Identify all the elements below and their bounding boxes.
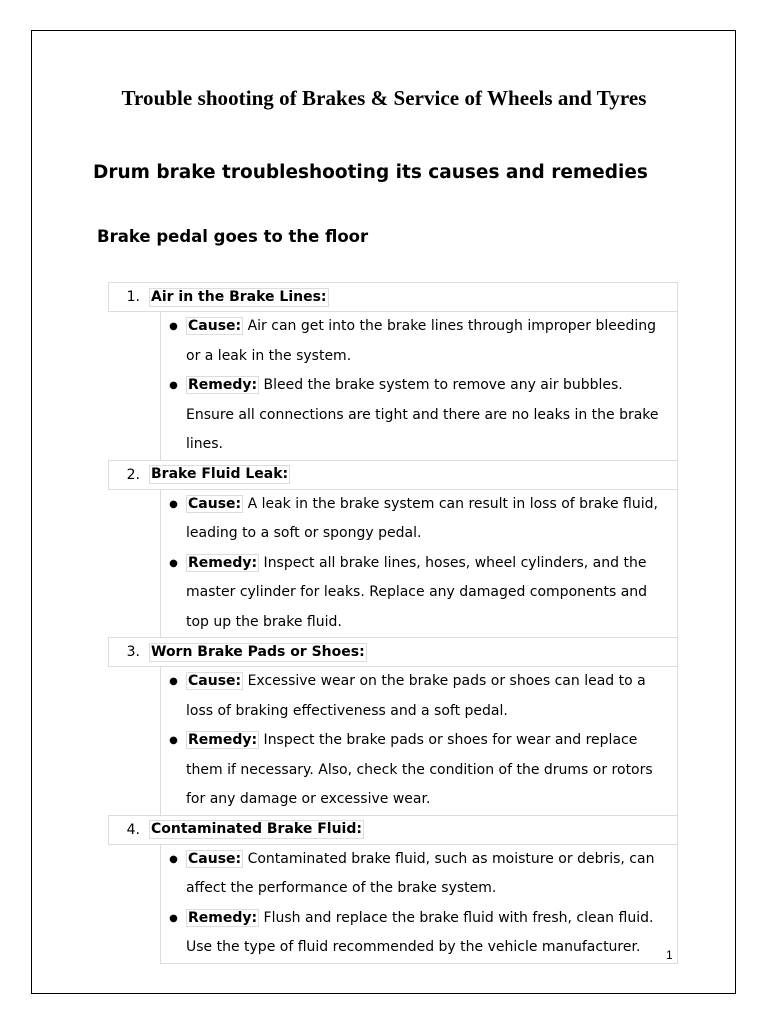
item-heading xyxy=(149,820,364,839)
cause-label: Cause: xyxy=(188,673,242,689)
cause-text: Excessive wear on the brake pads or shoes can lead to a loss of braking effectiveness and a soft pedal. xyxy=(186,673,646,719)
bullet-dot-icon: ● xyxy=(169,912,178,924)
bullet-dot-icon: ● xyxy=(169,676,178,687)
remedy-bullet xyxy=(161,904,677,963)
cause-label: Cause: xyxy=(188,850,242,867)
remedy-bullet xyxy=(161,726,677,815)
bullet-dot-icon: ● xyxy=(169,557,178,569)
item-number: 1. xyxy=(126,289,140,305)
item-heading-text: Air in the Brake Lines xyxy=(151,288,321,305)
cause-text: Contaminated brake fluid, such as moisture or debris, can affect the performance of the brake system. xyxy=(186,850,655,896)
remedy-text: Bleed the brake system to remove any air bubbles. Ensure all connections are tight and there are no leaks in the brake lines. xyxy=(186,377,659,452)
section-heading: Drum brake troubleshooting its causes and remedies xyxy=(93,162,648,183)
list-item-body xyxy=(160,845,678,964)
remedy-label: Remedy: xyxy=(188,377,258,393)
item-heading-text: Contaminated Brake Fluid xyxy=(151,821,357,837)
remedy-bullet xyxy=(161,549,677,638)
item-heading xyxy=(149,288,329,307)
item-heading-colon: : xyxy=(356,821,362,837)
list-item-body xyxy=(160,312,678,460)
page-number: 1 xyxy=(666,948,673,962)
bullet-dot-icon: ● xyxy=(169,498,178,510)
troubleshooting-list xyxy=(108,282,678,964)
subsection-heading: Brake pedal goes to the floor xyxy=(97,227,369,246)
item-heading-colon: : xyxy=(320,288,327,305)
remedy-label: Remedy: xyxy=(188,732,258,748)
list-item-body xyxy=(160,667,678,815)
cause-label: Cause: xyxy=(188,318,242,334)
cause-text: Air can get into the brake lines through improper bleeding or a leak in the system. xyxy=(186,318,657,364)
cause-text: A leak in the brake system can result in loss of brake fluid, leading to a soft or spongy pedal. xyxy=(186,495,658,541)
document-title: Trouble shooting of Brakes & Service of Wheels and Tyres xyxy=(121,86,647,110)
item-number: 2. xyxy=(126,466,140,483)
list-item-heading xyxy=(108,637,678,667)
bullet-dot-icon: ● xyxy=(169,380,178,391)
cause-label: Cause: xyxy=(188,495,242,512)
remedy-text: Inspect all brake lines, hoses, wheel cylinders, and the master cylinder for leaks. Replace any damaged components and top up the brake fluid. xyxy=(186,554,648,630)
cause-bullet xyxy=(161,667,677,726)
remedy-label: Remedy: xyxy=(188,554,258,571)
cause-bullet xyxy=(161,312,677,371)
remedy-label: Remedy: xyxy=(188,909,258,926)
remedy-text: Flush and replace the brake fluid with fresh, clean fluid. Use the type of fluid recommended by the vehicle manufacturer. xyxy=(186,909,654,955)
item-number: 4. xyxy=(126,821,140,838)
remedy-text: Inspect the brake pads or shoes for wear and replace them if necessary. Also, check the condition of the drums or rotors for any damage or excessive wear. xyxy=(186,732,653,807)
item-heading-text: Brake Fluid Leak xyxy=(151,466,283,482)
item-heading-colon: : xyxy=(359,643,365,660)
item-heading xyxy=(149,465,290,484)
list-item-heading xyxy=(108,815,678,845)
item-heading-colon: : xyxy=(282,466,289,482)
list-item-body xyxy=(160,490,678,638)
item-number: 3. xyxy=(126,644,140,660)
remedy-bullet xyxy=(161,371,677,460)
list-item-heading xyxy=(108,460,678,490)
bullet-dot-icon: ● xyxy=(169,321,178,332)
bullet-dot-icon: ● xyxy=(169,735,178,746)
item-heading xyxy=(149,643,367,662)
cause-bullet xyxy=(161,490,677,549)
item-heading-text: Worn Brake Pads or Shoes xyxy=(151,643,360,660)
cause-bullet xyxy=(161,845,677,904)
list-item-heading xyxy=(108,282,678,312)
bullet-dot-icon: ● xyxy=(169,853,178,865)
